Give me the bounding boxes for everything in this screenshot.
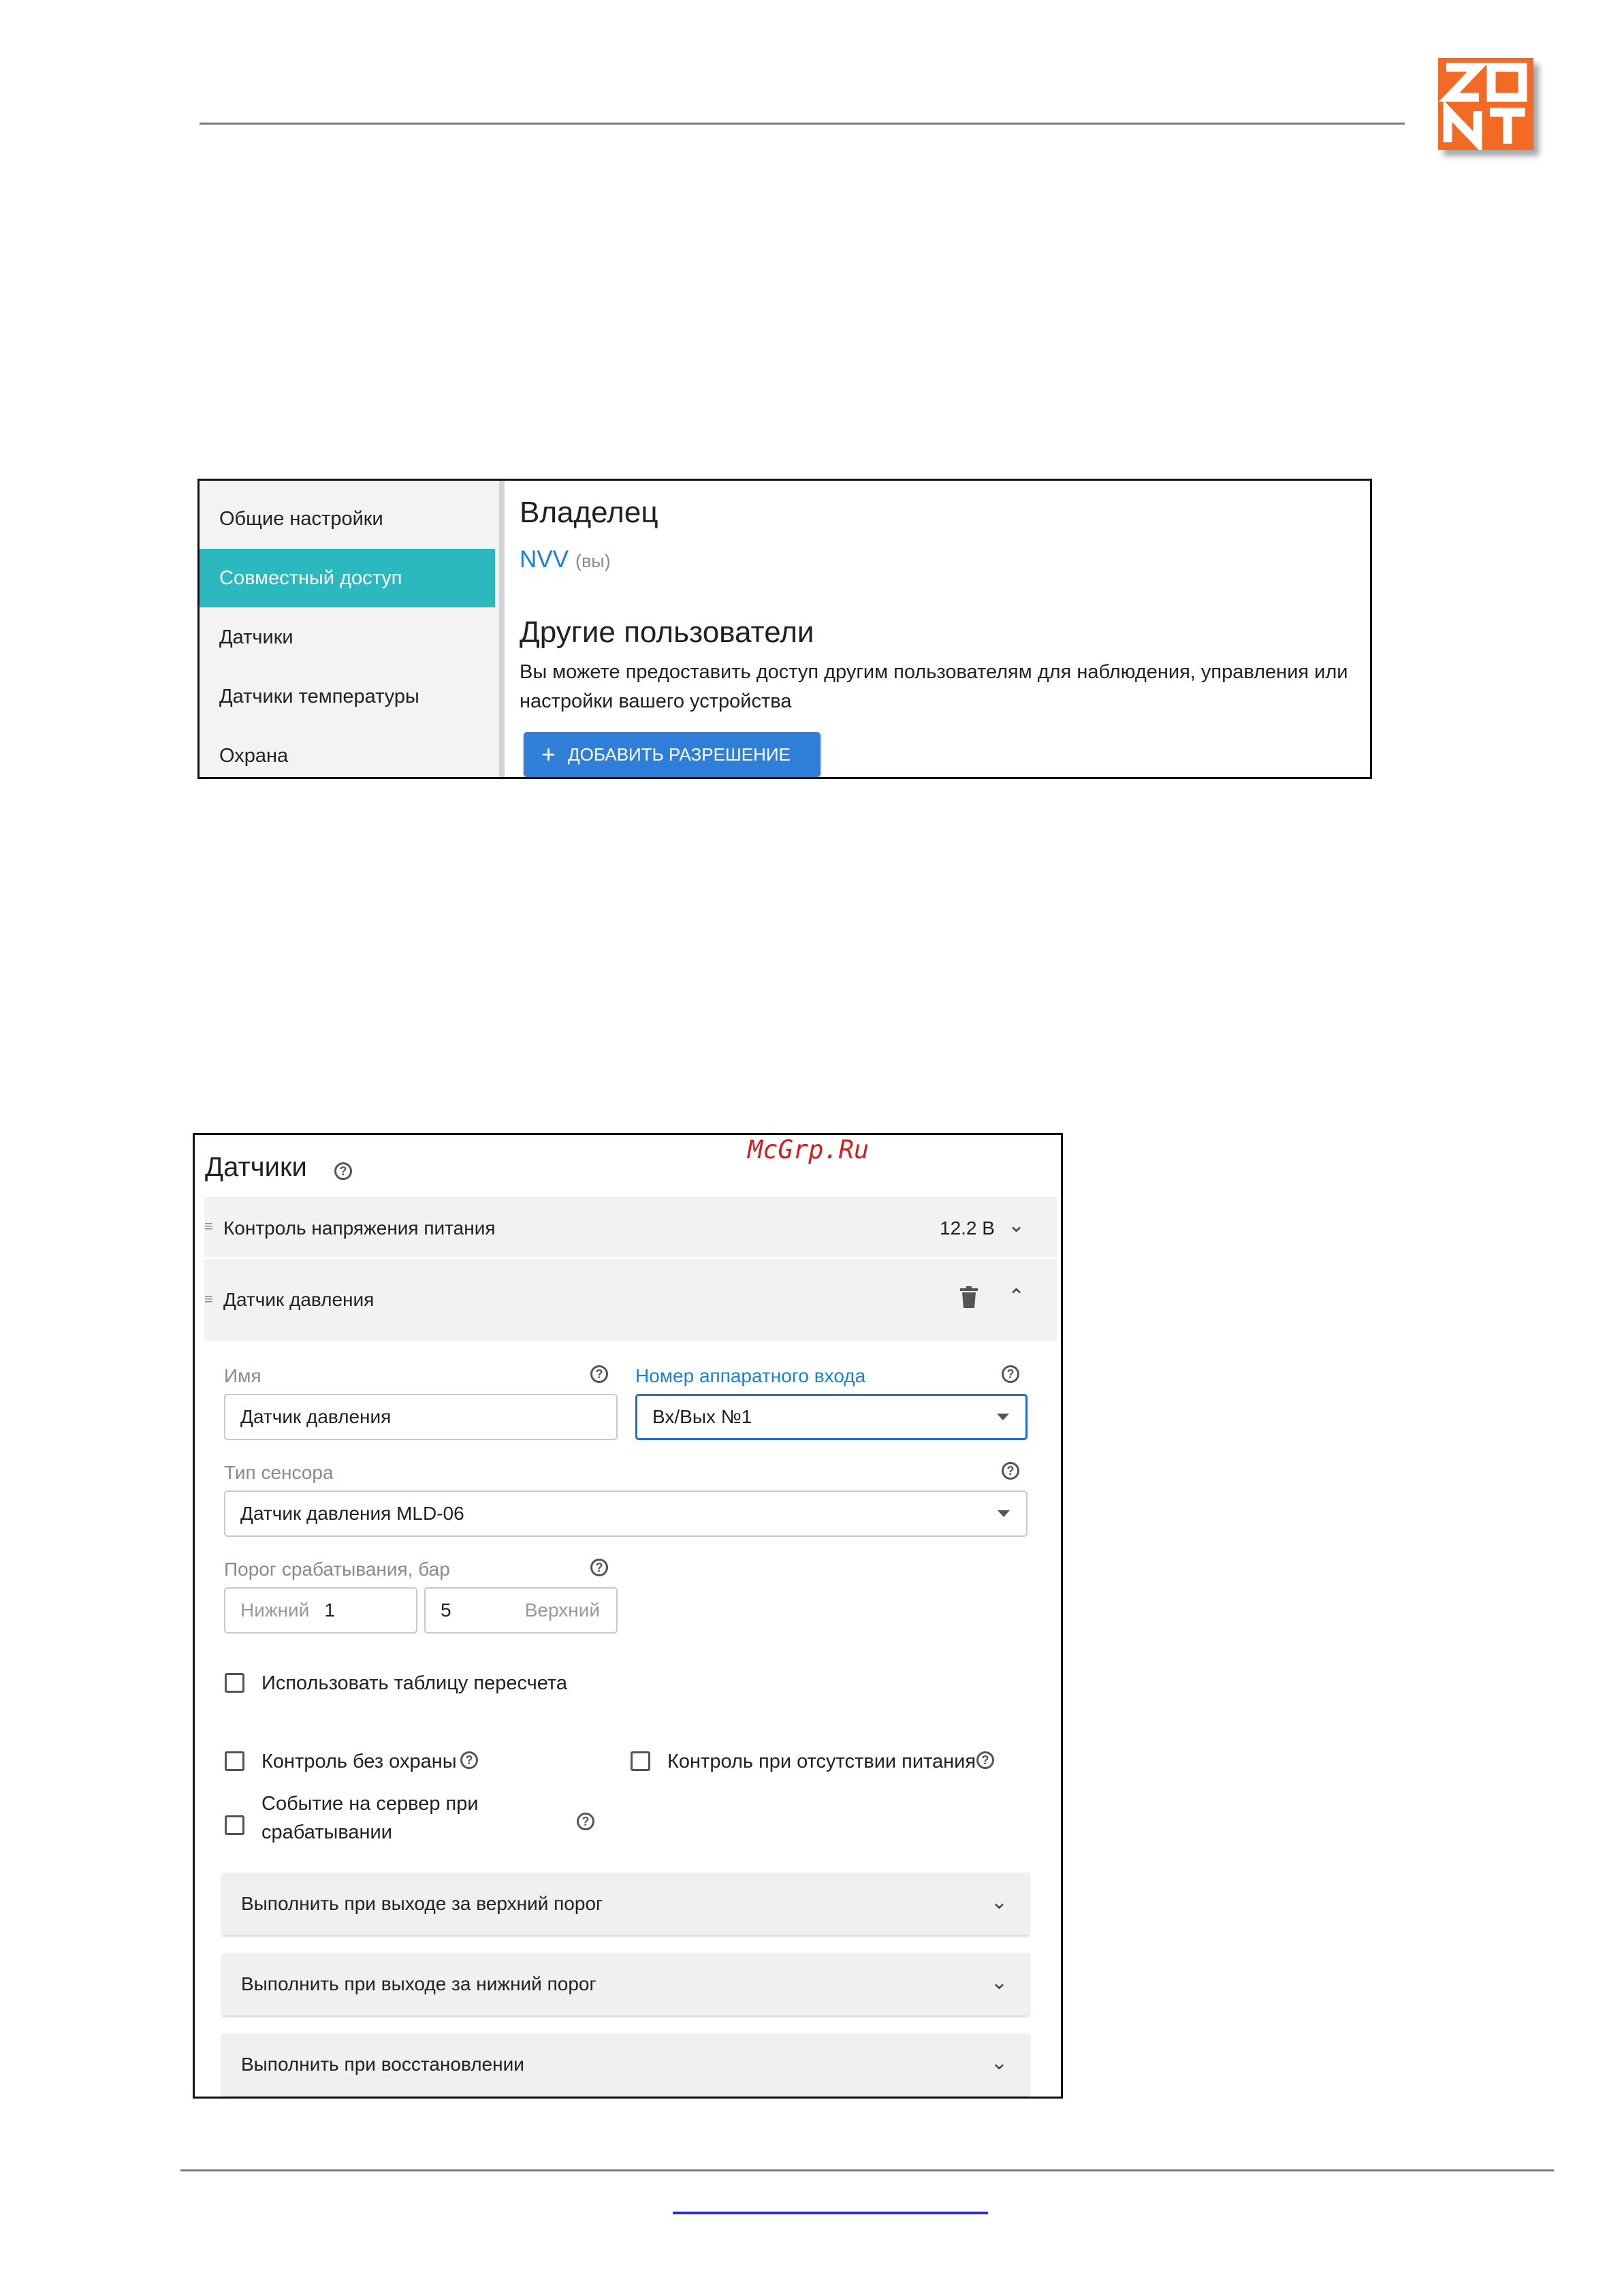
sharing-screenshot: [197, 479, 1372, 779]
owner-name-link[interactable]: NVV: [520, 546, 569, 573]
threshold-label: Порог срабатывания, бар: [224, 1559, 450, 1580]
zont-logo: [1438, 58, 1533, 150]
help-icon[interactable]: ?: [1002, 1462, 1019, 1480]
lower-threshold-placeholder: Нижний: [240, 1599, 310, 1621]
footer-rule: [180, 2169, 1554, 2171]
voltage-sensor-label: Контроль напряжения питания: [223, 1217, 496, 1239]
watermark: McGrp.Ru: [748, 1135, 870, 1164]
drag-handle-icon[interactable]: ≡: [204, 1290, 212, 1307]
control-no-power-label: Контроль при отсутствии питания: [667, 1751, 976, 1772]
voltage-value: 12.2 В: [940, 1217, 995, 1239]
chevron-down-icon[interactable]: ⌄: [990, 1971, 1008, 1994]
plus-icon: +: [541, 740, 556, 768]
sidebar-item-sharing[interactable]: Совместный доступ: [200, 549, 495, 607]
action-lower-threshold[interactable]: [222, 1953, 1030, 2016]
use-table-label: Использовать таблицу пересчета: [261, 1672, 567, 1694]
chevron-down-icon[interactable]: ⌄: [990, 2052, 1008, 2074]
sidebar-item-security[interactable]: Охрана: [219, 745, 289, 767]
other-users-heading: Другие пользователи: [520, 616, 814, 649]
chevron-up-icon[interactable]: ⌃: [1008, 1286, 1025, 1308]
dropdown-arrow-icon: [998, 1510, 1010, 1517]
help-icon[interactable]: ?: [577, 1813, 594, 1830]
lower-threshold-field[interactable]: [224, 1587, 417, 1634]
action-recovery-label: Выполнить при восстановлении: [241, 2054, 524, 2075]
action-upper-threshold[interactable]: [222, 1873, 1030, 1935]
chevron-down-icon[interactable]: ⌄: [1008, 1214, 1025, 1237]
owner-heading: Владелец: [520, 496, 658, 529]
action-recovery[interactable]: [222, 2033, 1030, 2096]
hardware-input-select[interactable]: [635, 1394, 1028, 1440]
sharing-description-line1: Вы можете предоставить доступ другим пользователям для наблюдения, управления или: [520, 661, 1348, 683]
sharing-description-line2: настройки вашего устройства: [520, 690, 792, 712]
voltage-sensor-row[interactable]: [204, 1197, 1057, 1257]
sensors-screenshot: [193, 1133, 1063, 2099]
drag-handle-icon[interactable]: ≡: [204, 1217, 212, 1234]
control-no-guard-checkbox[interactable]: [225, 1751, 244, 1771]
help-icon[interactable]: ?: [590, 1559, 608, 1576]
settings-sidebar: [200, 481, 499, 777]
pressure-sensor-label: Датчик давления: [223, 1289, 375, 1310]
sensor-type-select[interactable]: [224, 1491, 1028, 1537]
control-no-power-checkbox[interactable]: [631, 1751, 650, 1771]
footer-link-underline[interactable]: [673, 2212, 988, 2214]
help-icon[interactable]: ?: [334, 1162, 352, 1180]
help-icon[interactable]: ?: [976, 1751, 994, 1769]
owner-line: [520, 546, 611, 573]
sensors-title: Датчики: [205, 1152, 307, 1182]
help-icon[interactable]: ?: [460, 1751, 478, 1769]
server-event-checkbox[interactable]: [225, 1815, 244, 1835]
hardware-input-label: Номер аппаратного входа: [635, 1365, 866, 1386]
name-label: Имя: [224, 1365, 261, 1386]
action-upper-threshold-label: Выполнить при выходе за верхний порог: [241, 1893, 603, 1914]
help-icon[interactable]: ?: [590, 1365, 608, 1383]
trash-icon[interactable]: [960, 1286, 978, 1311]
lower-threshold-value: 1: [324, 1599, 335, 1621]
sidebar-item-temperature-sensors[interactable]: Датчики температуры: [219, 686, 419, 707]
upper-threshold-field[interactable]: [424, 1587, 618, 1634]
chevron-down-icon[interactable]: ⌄: [990, 1891, 1008, 1913]
name-field[interactable]: Датчик давления: [224, 1394, 618, 1440]
sidebar-divider: [499, 481, 505, 777]
help-icon[interactable]: ?: [1002, 1365, 1019, 1383]
sidebar-item-general[interactable]: Общие настройки: [219, 508, 383, 530]
server-event-label-line1: Событие на сервер при: [261, 1793, 479, 1815]
upper-threshold-placeholder: Верхний: [524, 1599, 600, 1621]
dropdown-arrow-icon: [997, 1414, 1009, 1420]
sensor-type-value: Датчик давления MLD-06: [240, 1503, 464, 1524]
owner-you-label: (вы): [575, 551, 611, 571]
add-permission-label: ДОБАВИТЬ РАЗРЕШЕНИЕ: [568, 744, 791, 765]
server-event-label-line2: срабатывании: [261, 1821, 392, 1843]
sidebar-item-sensors[interactable]: Датчики: [219, 626, 293, 648]
header-rule: [200, 123, 1405, 125]
sensor-type-label: Тип сенсора: [224, 1462, 334, 1483]
use-table-checkbox[interactable]: [225, 1673, 244, 1693]
hardware-input-value: Вх/Вых №1: [652, 1406, 752, 1427]
add-permission-button[interactable]: [524, 732, 821, 777]
control-no-guard-label: Контроль без охраны: [261, 1751, 457, 1772]
pressure-sensor-row[interactable]: [204, 1259, 1057, 1341]
upper-threshold-value: 5: [441, 1599, 451, 1621]
action-lower-threshold-label: Выполнить при выходе за нижний порог: [241, 1973, 596, 1994]
